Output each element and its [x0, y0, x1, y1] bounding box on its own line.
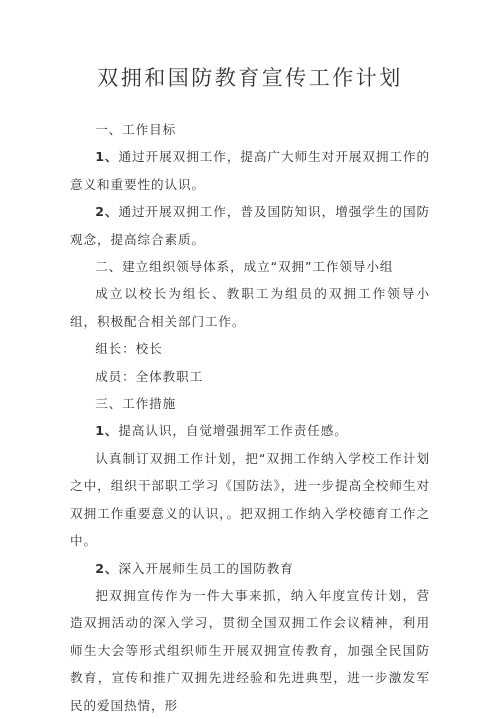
section-heading-goals: 一、工作目标 — [95, 122, 177, 137]
goal-item-2 — [70, 198, 430, 253]
goal-item-2-number: 2、 — [95, 204, 119, 220]
group-members-line: 成员：全体教职工 — [95, 368, 204, 384]
measure-item-2-number: 2、 — [95, 560, 119, 576]
organization-paragraph: 成立以校长为组长、教职工为组员的双拥工作领导小组，积极配合相关部门工作。 — [70, 286, 430, 329]
goal-item-1-number: 1、 — [95, 149, 119, 165]
measure-item-1-text: 提高认识，自觉增强拥军工作责任感。 — [118, 423, 348, 439]
group-leader-line: 组长：校长 — [95, 341, 163, 357]
document-body — [70, 116, 430, 719]
measure-item-2 — [70, 555, 430, 582]
document-title: 双拥和国防教育宣传工作计划 — [97, 66, 403, 90]
measure-2-paragraph: 把双拥宣传作为一件大事来抓，纳入年度宣传计划，营造双拥活动的深入学习，贯彻全国双拥工作会议精神，利用师生大会等形式组织师生开展双拥宣传教育，加强全民国防教育，宣传和推广双拥先进经验和先进典型，进一步激发军民的爱国热情，形 — [70, 587, 430, 713]
section-heading-organization: 二、建立组织领导体系，成立“双拥”工作领导小组 — [95, 259, 394, 275]
goal-item-2-text: 通过开展双拥工作，普及国防知识，增强学生的国防观念，提高综合素质。 — [70, 204, 430, 247]
section-heading-measures: 三、工作措施 — [95, 396, 177, 412]
goal-item-1-text: 通过开展双拥工作，提高广大师生对开展双拥工作的意义和重要性的认识。 — [70, 149, 430, 192]
goal-item-1 — [70, 143, 430, 198]
measure-item-2-text: 深入开展师生员工的国防教育 — [118, 560, 294, 576]
measure-item-1 — [70, 417, 430, 444]
measure-1-paragraph: 认真制订双拥工作计划，把“双拥工作纳入学校工作计划之中，组织干部职工学习《国防法》，进一步提高全校师生对双拥工作重要意义的认识，。把双拥工作纳入学校德育工作之中。 — [70, 450, 430, 549]
measure-item-1-number: 1、 — [95, 423, 119, 439]
